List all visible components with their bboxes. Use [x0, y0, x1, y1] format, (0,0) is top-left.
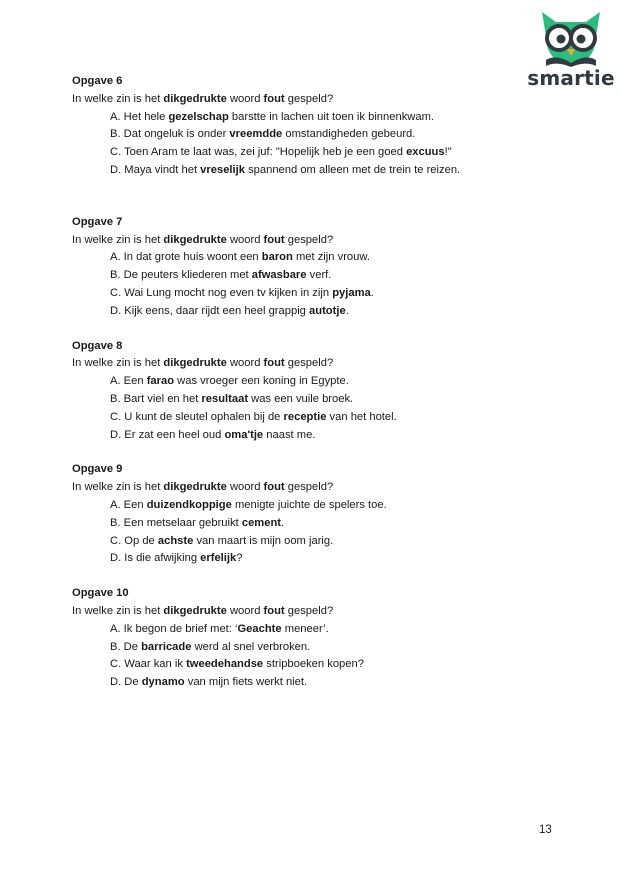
option-bold-word: cement: [241, 516, 282, 529]
option-text: A. Een: [110, 375, 147, 388]
answer-option-c: [110, 285, 572, 303]
option-bold-word: afwasbare: [251, 269, 307, 282]
option-bold-word: Geachte: [237, 622, 282, 635]
answer-option-b: [110, 126, 572, 144]
question-text: woord: [226, 233, 264, 246]
answer-options: [72, 109, 572, 180]
option-text: spannend om alleen met de trein te reizen.: [244, 163, 461, 176]
answer-options: [72, 621, 572, 692]
spacer: [72, 180, 572, 214]
option-text: B. Dat ongeluk is onder: [110, 128, 230, 141]
option-text: menigte juichte de spelers toe.: [231, 498, 387, 511]
answer-option-c: [110, 144, 572, 162]
option-text: ?: [236, 552, 243, 565]
answer-option-c: [110, 656, 572, 674]
spacer: [72, 568, 572, 585]
option-text: was vroeger een koning in Egypte.: [174, 375, 349, 388]
option-bold-word: vreemdde: [229, 128, 283, 141]
spacer: [72, 444, 572, 461]
option-bold-word: duizendkoppige: [146, 498, 232, 511]
question-bold: fout: [263, 233, 285, 246]
question-bold: dikgedrukte: [163, 233, 227, 246]
option-bold-word: gezelschap: [168, 110, 229, 123]
option-bold-word: achste: [157, 534, 194, 547]
option-text: B. De: [110, 640, 142, 653]
question-text: woord: [226, 357, 264, 370]
spacer: [72, 321, 572, 338]
exercise-8: [72, 338, 572, 445]
answer-option-c: [110, 533, 572, 551]
option-text: van het hotel.: [326, 410, 397, 423]
option-text: meneer’.: [281, 622, 329, 635]
option-bold-word: farao: [146, 375, 175, 388]
exercise-10: [72, 585, 572, 692]
option-bold-word: baron: [261, 251, 293, 264]
option-bold-word: erfelijk: [200, 552, 237, 565]
option-text: omstandigheden gebeurd.: [282, 128, 416, 141]
question-text: In welke zin is het: [72, 92, 164, 105]
option-text: werd al snel verbroken.: [191, 640, 311, 653]
question-bold: fout: [263, 92, 285, 105]
option-text: D. Is die afwijking: [110, 552, 201, 565]
answer-option-b: [110, 267, 572, 285]
question-bold: dikgedrukte: [163, 92, 227, 105]
option-bold-word: resultaat: [201, 392, 249, 405]
option-text: C. U kunt de sleutel ophalen bij de: [110, 410, 284, 423]
answer-option-d: [110, 303, 572, 321]
logo-wordmark: smartie: [527, 66, 615, 90]
question-text: woord: [226, 481, 264, 494]
option-bold-word: dynamo: [141, 676, 185, 689]
option-bold-word: excuus: [406, 146, 445, 159]
option-text: !": [444, 146, 452, 159]
option-text: D. Maya vindt het: [110, 163, 201, 176]
answer-option-a: [110, 249, 572, 267]
option-text: C. Toen Aram te laat was, zei juf: "Hopelijk heb je een goed: [110, 146, 407, 159]
option-text: D. Er zat een heel oud: [110, 428, 225, 441]
page-number: 13: [539, 824, 552, 836]
option-text: .: [345, 304, 349, 317]
exercise-question: [72, 479, 572, 497]
answer-options: [72, 373, 572, 444]
option-text: stripboeken kopen?: [263, 658, 364, 671]
exercise-question: [72, 603, 572, 621]
answer-option-d: [110, 427, 572, 445]
answer-option-d: [110, 674, 572, 692]
answer-option-c: [110, 409, 572, 427]
option-text: van mijn fiets werkt niet.: [184, 676, 308, 689]
option-bold-word: vreselijk: [200, 163, 245, 176]
option-bold-word: tweedehandse: [186, 658, 264, 671]
answer-option-d: [110, 162, 572, 180]
question-text: gespeld?: [284, 604, 334, 617]
question-text: gespeld?: [284, 481, 334, 494]
exercise-question: [72, 232, 572, 250]
answer-options: [72, 497, 572, 568]
option-text: .: [370, 286, 374, 299]
question-bold: fout: [263, 357, 285, 370]
option-text: naast me.: [263, 428, 316, 441]
option-bold-word: autotje: [309, 304, 346, 317]
question-bold: dikgedrukte: [163, 604, 227, 617]
exercise-title: Opgave 9: [72, 463, 123, 476]
answer-options: [72, 249, 572, 320]
option-text: C. Wai Lung mocht nog even tv kijken in zijn: [110, 286, 333, 299]
exercise-6: [72, 73, 572, 180]
answer-option-a: [110, 373, 572, 391]
option-text: verf.: [306, 269, 332, 282]
answer-option-d: [110, 550, 572, 568]
exercise-question: [72, 355, 572, 373]
option-text: B. Een metselaar gebruikt: [110, 516, 242, 529]
option-text: C. Waar kan ik: [110, 658, 187, 671]
option-text: D. Kijk eens, daar rijdt een heel grappig: [110, 304, 310, 317]
question-bold: fout: [263, 481, 285, 494]
exercise-7: [72, 214, 572, 321]
option-text: met zijn vrouw.: [292, 251, 370, 264]
question-text: woord: [226, 92, 264, 105]
question-text: gespeld?: [284, 233, 334, 246]
answer-option-b: [110, 515, 572, 533]
option-bold-word: pyjama: [332, 286, 371, 299]
option-text: B. De peuters kliederen met: [110, 269, 252, 282]
worksheet-content: [72, 73, 572, 692]
exercise-title: Opgave 8: [72, 339, 123, 352]
question-text: In welke zin is het: [72, 481, 164, 494]
question-text: In welke zin is het: [72, 357, 164, 370]
option-text: barstte in lachen uit toen ik binnenkwam.: [228, 110, 435, 123]
option-bold-word: receptie: [283, 410, 327, 423]
owl-with-glasses-icon: [536, 8, 606, 68]
answer-option-b: [110, 639, 572, 657]
option-text: A. Het hele: [110, 110, 169, 123]
question-text: In welke zin is het: [72, 233, 164, 246]
answer-option-a: [110, 497, 572, 515]
option-text: van maart is mijn oom jarig.: [193, 534, 334, 547]
exercise-title: Opgave 6: [72, 75, 123, 87]
option-text: A. In dat grote huis woont een: [110, 251, 262, 264]
option-text: A. Een: [110, 498, 147, 511]
option-bold-word: barricade: [141, 640, 192, 653]
question-text: gespeld?: [284, 92, 334, 105]
question-bold: fout: [263, 604, 285, 617]
option-text: .: [281, 516, 285, 529]
question-text: gespeld?: [284, 357, 334, 370]
exercise-title: Opgave 7: [72, 215, 123, 228]
option-text: C. Op de: [110, 534, 158, 547]
option-text: D. De: [110, 676, 142, 689]
answer-option-a: [110, 621, 572, 639]
answer-option-b: [110, 391, 572, 409]
question-text: In welke zin is het: [72, 604, 164, 617]
exercise-9: [72, 461, 572, 568]
exercise-question: [72, 91, 572, 109]
option-text: was een vuile broek.: [248, 392, 354, 405]
question-text: woord: [226, 604, 264, 617]
answer-option-a: [110, 109, 572, 127]
option-text: B. Bart viel en het: [110, 392, 202, 405]
question-bold: dikgedrukte: [163, 481, 227, 494]
exercise-title: Opgave 10: [72, 587, 129, 600]
option-text: A. Ik begon de brief met: ‘: [110, 622, 238, 635]
option-bold-word: oma'tje: [224, 428, 264, 441]
question-bold: dikgedrukte: [163, 357, 227, 370]
